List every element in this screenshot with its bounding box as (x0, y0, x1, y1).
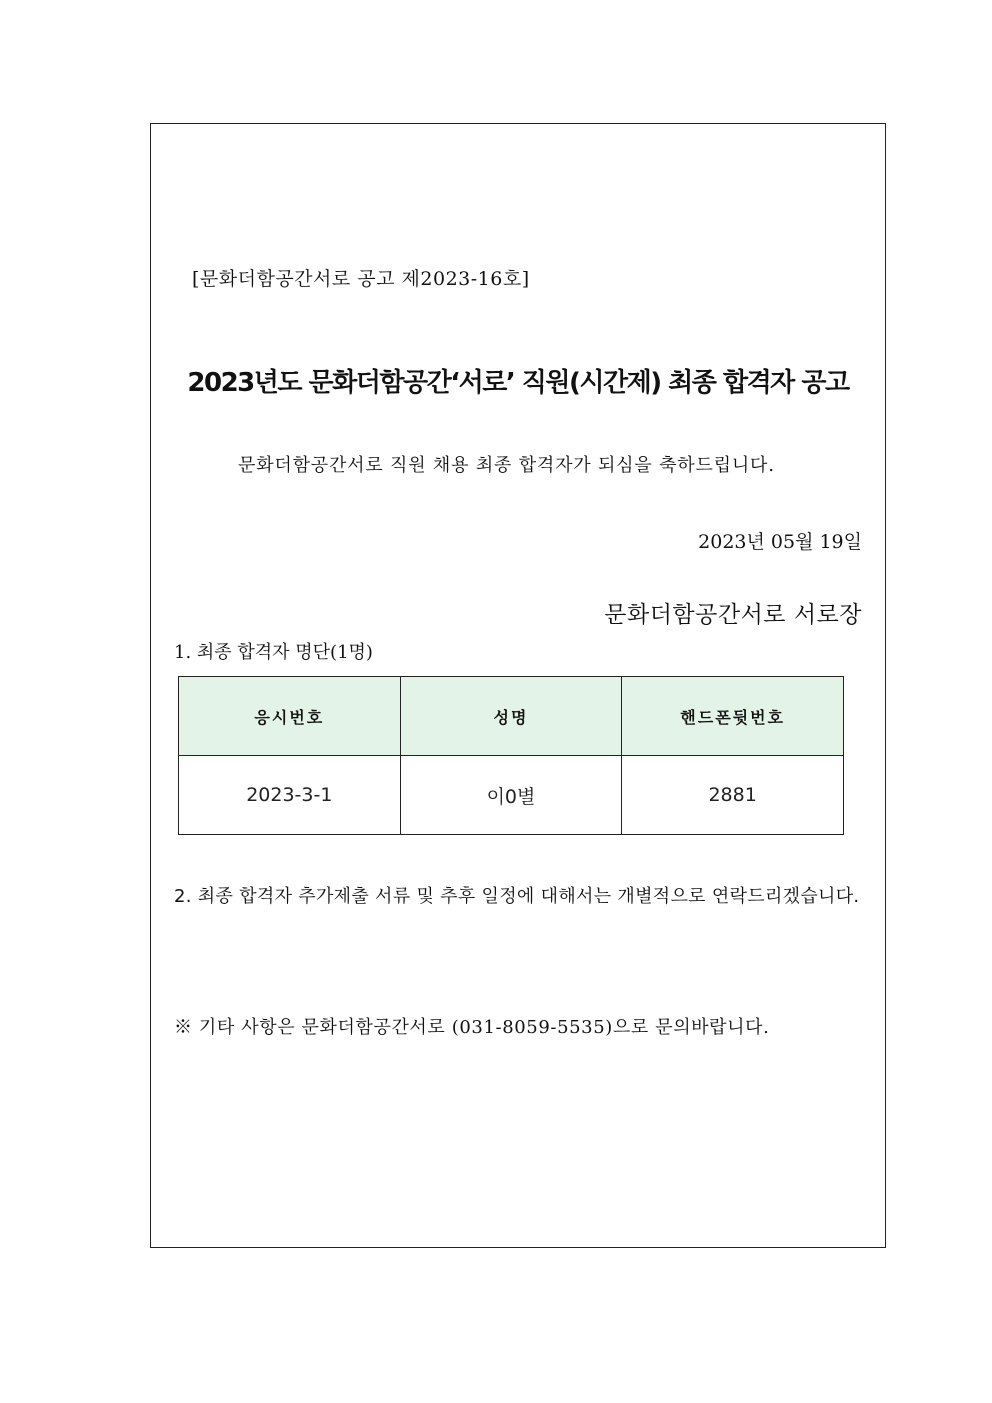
table-row (179, 756, 844, 835)
column-header-phone-last-digits: 핸드폰뒷번호 (622, 677, 844, 756)
section2-text: 2. 최종 합격자 추가제출 서류 및 추후 일정에 대해서는 개별적으로 연락드리겠습니다. (174, 886, 860, 907)
notice-date: 2023년 05월 19일 (698, 531, 862, 553)
result-table (178, 676, 844, 835)
table-header-row (179, 677, 844, 756)
congratulation-text: 문화더함공간서로 직원 채용 최종 합격자가 되심을 축하드립니다. (238, 455, 775, 476)
cell-exam-number: 2023-3-1 (179, 756, 401, 835)
signer: 문화더함공간서로 서로장 (604, 602, 862, 628)
cell-name: 이0별 (400, 756, 622, 835)
section1-heading: 1. 최종 합격자 명단(1명) (174, 642, 373, 663)
page-title: 2023년도 문화더함공간‘서로’ 직원(시간제) 최종 합격자 공고 (187, 368, 849, 398)
cell-phone-last-digits: 2881 (622, 756, 844, 835)
contact-note: ※ 기타 사항은 문화더함공간서로 (031-8059-5535)으로 문의바랍니다. (174, 1017, 770, 1038)
column-header-exam-number: 응시번호 (179, 677, 401, 756)
column-header-name: 성명 (400, 677, 622, 756)
notice-number: [문화더함공간서로 공고 제2023-16호] (192, 268, 530, 290)
